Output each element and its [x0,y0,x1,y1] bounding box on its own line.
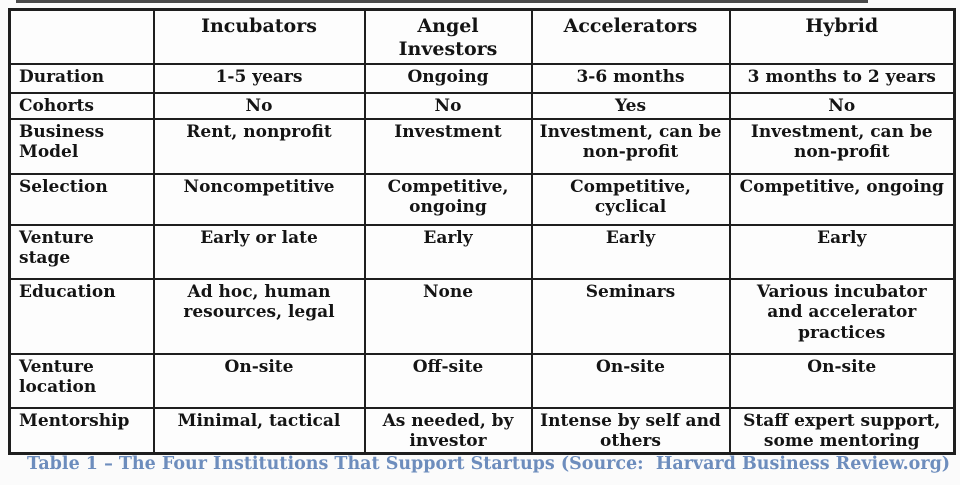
table-row [10,225,955,279]
column-header-accelerators: Accelerators [532,10,730,64]
table-cell: Intense by self and others [532,408,730,454]
table-cell: Investment, can be non-profit [532,119,730,174]
table-cell: Ad hoc, human resources, legal [154,279,365,354]
table-cell: Seminars [532,279,730,354]
table-cell: Investment, can be non-profit [730,119,955,174]
table-row [10,408,955,454]
header-row [10,10,955,64]
table-cell: On-site [154,354,365,408]
comparison-table [8,8,956,455]
table-cell: No [154,93,365,119]
column-header-incubators: Incubators [154,10,365,64]
row-label-venture-stage: Venture stage [10,225,154,279]
table-cell: Competitive, ongoing [730,174,955,225]
table-cell: Off-site [365,354,532,408]
table-cell: Early or late [154,225,365,279]
table-cell: On-site [532,354,730,408]
column-header-hybrid: Hybrid [730,10,955,64]
table-row [10,354,955,408]
row-label-mentorship: Mentorship [10,408,154,454]
table-cell: Competitive, ongoing [365,174,532,225]
row-label-education: Education [10,279,154,354]
table-cell: Early [365,225,532,279]
table-row [10,93,955,119]
row-label-business-model: Business Model [10,119,154,174]
table-cell: Investment [365,119,532,174]
table-row [10,279,955,354]
table-cell: As needed, by investor [365,408,532,454]
column-header-angel-investors: Angel Investors [365,10,532,64]
row-label-selection: Selection [10,174,154,225]
table-row [10,119,955,174]
table-cell: Rent, nonprofit [154,119,365,174]
table-cell: Ongoing [365,64,532,93]
table-cell: Yes [532,93,730,119]
table-cell: Staff expert support, some mentoring [730,408,955,454]
table-cell: None [365,279,532,354]
table-caption: Table 1 – The Four Institutions That Support Startups (Source: Harvard Business Review.org) [27,454,951,474]
top-crop-line [16,0,868,3]
table-cell: 3-6 months [532,64,730,93]
table-cell: Competitive, cyclical [532,174,730,225]
table-row [10,64,955,93]
table-cell: Noncompetitive [154,174,365,225]
table-cell: Minimal, tactical [154,408,365,454]
table-cell: 1-5 years [154,64,365,93]
table-cell: On-site [730,354,955,408]
table-row [10,174,955,225]
table-cell: No [730,93,955,119]
table-cell: Various incubator and accelerator practices [730,279,955,354]
row-label-cohorts: Cohorts [10,93,154,119]
corner-cell [10,10,154,64]
row-label-venture-location: Venture location [10,354,154,408]
table-cell: Early [730,225,955,279]
table-cell: 3 months to 2 years [730,64,955,93]
table-cell: Early [532,225,730,279]
table-cell: No [365,93,532,119]
row-label-duration: Duration [10,64,154,93]
